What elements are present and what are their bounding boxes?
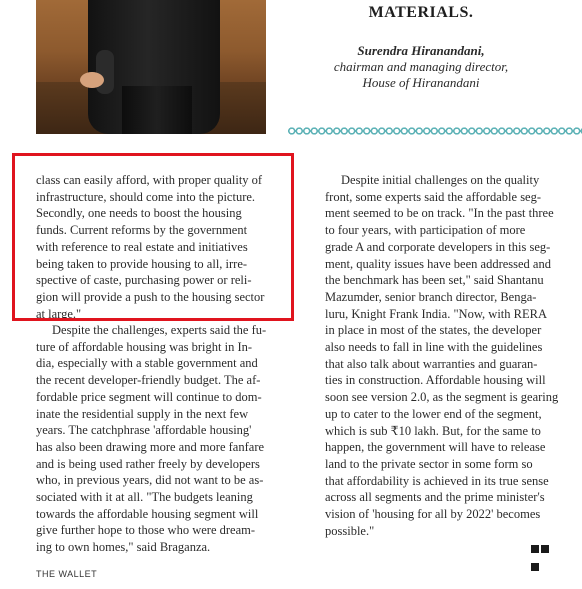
text-line: being taken to provide housing to all, irre- [36,256,248,271]
attribution [300,43,542,91]
end-square-1 [531,545,539,553]
text-line: inate the residential supply in the next few [36,406,249,421]
left-column-body [36,322,298,556]
text-line: Despite the challenges, experts said the fu- [52,323,267,337]
attribution-role-line2: House of Hiranandani [362,75,480,90]
text-line: infrastructure, should come into the picture. [36,189,256,204]
attribution-role-line1: chairman and managing director, [333,59,509,74]
portrait-photo [36,0,266,134]
quote-end-title: MATERIALS. [368,4,474,21]
text-line: fordable price segment will continue to dom- [36,389,262,404]
footer-label: THE WALLET [36,569,98,579]
text-line: soon see version 2.0, as the segment is gearing [325,390,559,405]
text-line: vision of 'housing for all by 2022' becomes [325,507,541,522]
text-line: has also been drawing more and more fanfare [36,439,265,454]
text-line: Despite initial challenges on the quality [341,173,540,187]
hand [80,72,104,88]
text-line: ing to own homes," said Braganza. [36,540,211,555]
text-line: up to cater to the lower end of the segment, [325,406,542,421]
arm [96,50,114,94]
text-line: the benchmark has been set," said Shantanu [325,273,544,288]
text-line: front, some experts said the affordable seg- [325,189,542,204]
text-line: gion will provide a push to the housing sector [36,289,265,304]
end-of-article-mark [531,540,559,548]
text-line: in place in most of the states, the developer [325,323,542,338]
text-line: with reference to real estate and initiatives [36,239,248,254]
legs [122,86,192,134]
text-line: funds. Current reforms by the government [36,223,248,238]
text-line: ment seemed to be on track. "In the past three [325,206,554,221]
text-line: the recent developer-friendly budget. The af- [36,373,261,388]
highlight-box [12,153,294,321]
text-line: dia, especially with a stable government and [36,356,258,371]
text-line: across all segments and the prime minister's [325,490,545,505]
text-line: spective of caste, purchasing power or reli- [36,273,252,288]
text-line: luru, Knight Frank India. "Now, with RERA [325,306,547,321]
text-line: possible." [325,523,375,538]
text-line: that affordability is achieved in its true sense [325,473,549,488]
end-square-2 [541,545,549,553]
text-line: ture of affordable housing was bright in In- [36,339,253,354]
ornamental-border [288,126,582,136]
text-line: at large." [36,306,82,321]
text-line: class can easily afford, with proper quality of [36,173,263,187]
right-column-body [325,172,561,539]
text-line: Mazumder, senior branch director, Benga- [325,289,537,304]
text-line: grade A and corporate developers in this seg- [325,239,551,254]
text-line: to four years, with participation of more [325,223,526,238]
text-line: land to the private sector in some form so [325,456,533,471]
end-square-3 [531,563,539,571]
text-line: who, in previous years, did not want to be as- [36,473,264,488]
text-line: ties in construction. Affordable housing will [325,373,546,388]
text-line: which is sub ₹10 lakh. But, for the same to [325,423,541,438]
text-line: years. The catchphrase 'affordable housing' [36,423,252,438]
text-line: happen, the government will have to release [325,440,546,455]
text-line: ment, quality issues have been addressed and [325,256,551,271]
text-line: also needs to fall in line with the guidelines [325,340,543,355]
text-line: sociated with it at all. "The budgets leaning [36,490,253,505]
text-line: and is being used rather freely by developers [36,456,260,471]
text-line: Secondly, one needs to boost the housing [36,206,242,221]
text-line: that also talk about warranties and guaran- [325,356,538,371]
attribution-name: Surendra Hiranandani, [357,43,485,58]
text-line: towards the affordable housing segment will [36,506,259,521]
text-line: give further hope to those who were dream- [36,523,256,538]
